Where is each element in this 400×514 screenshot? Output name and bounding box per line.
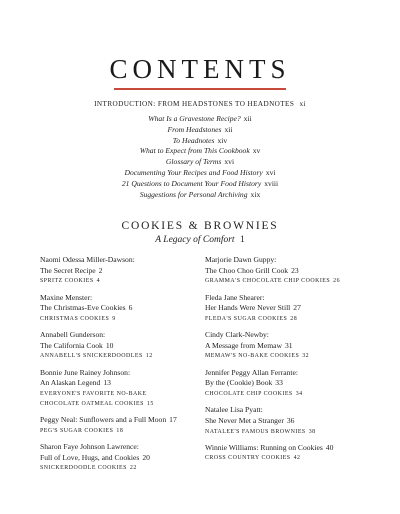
entry-title-line [40, 255, 190, 266]
entry-title-line [40, 330, 190, 341]
entry-recipe-text: ANNABELL'S SNICKERDOODLES [40, 353, 143, 360]
entry-title-text: Naomi Odessa Miller-Dawson: [40, 255, 135, 264]
intro-list [0, 114, 400, 200]
entry-recipe-text: CHOCOLATE OATMEAL COOKIES [40, 400, 144, 407]
entry-title-line [40, 368, 190, 379]
toc-entry [205, 255, 365, 286]
entry-recipe-page: 32 [302, 353, 310, 360]
entry-page-number: 6 [128, 303, 133, 313]
intro-heading-page: xi [299, 100, 306, 108]
intro-item [0, 157, 400, 168]
entry-recipe-text: PEG'S SUGAR COOKIES [40, 427, 114, 434]
entry-title-line [205, 416, 365, 427]
entry-recipe-text: CHRISTMAS COOKIES [40, 315, 110, 322]
intro-item [0, 190, 400, 201]
entry-recipe-text: NATALEE'S FAMOUS BROWNIES [205, 428, 306, 435]
section-title: COOKIES & BROWNIES [121, 220, 279, 232]
section-subtitle-page: 1 [239, 235, 245, 245]
entry-recipe-page: 15 [146, 400, 154, 407]
entry-recipe-line [40, 276, 190, 286]
entry-page-number: 36 [286, 415, 295, 425]
section-subtitle-text: A Legacy of Comfort [155, 235, 235, 245]
entry-recipe-page: 38 [308, 428, 316, 435]
intro-item-page: xviii [264, 178, 279, 188]
entry-recipe-text: SNICKERDOODLE COOKIES [40, 465, 127, 472]
entry-recipe-page: 42 [293, 455, 301, 462]
entry-recipe-text: GRAMMA'S CHOCOLATE CHIP COOKIES [205, 278, 331, 285]
entry-title-text: Marjorie Dawn Guppy: [205, 255, 277, 264]
entry-page-number: 13 [103, 378, 111, 388]
entry-title-line [205, 293, 365, 304]
entry-recipe-text: MEMAW'S NO-BAKE COOKIES [205, 353, 300, 360]
entry-recipe-text: FLEDA'S SUGAR COOKIES [205, 315, 288, 322]
entry-title-line [40, 378, 190, 389]
entry-recipe-page: 12 [145, 353, 153, 360]
intro-item-page: xv [252, 146, 261, 156]
page-title: CONTENTS [109, 54, 291, 84]
title-divider [114, 88, 286, 90]
intro-item [0, 179, 400, 190]
entry-page-number: 27 [293, 303, 301, 313]
toc-entry [205, 368, 365, 399]
entry-title-text: Natalee Lisa Pyatt: [205, 405, 263, 415]
entry-recipe-text: SPRITZ COOKIES [40, 278, 94, 285]
entry-title-line [40, 303, 190, 314]
entry-title-line [40, 341, 190, 352]
entry-title-text: An Alaskan Legend [40, 378, 101, 388]
entry-recipe-line [205, 314, 365, 324]
entry-title-line [205, 303, 365, 314]
intro-item [0, 114, 400, 125]
entry-title-text: The Choo Choo Grill Cook [205, 265, 289, 275]
entry-title-text: Bonnie June Rainey Johnson: [40, 367, 131, 377]
entry-recipe-page: 9 [112, 315, 116, 322]
entry-title-line [205, 368, 365, 379]
entry-recipe-page: 34 [295, 390, 303, 397]
toc-entry [40, 293, 190, 324]
intro-item-page: xii [243, 114, 252, 123]
entry-recipe-line [205, 351, 365, 361]
intro-item-page: xvi [224, 157, 235, 167]
entry-title-line [40, 453, 190, 464]
entry-recipe-line [40, 463, 190, 473]
entry-title-text: The Secret Recipe [40, 265, 96, 275]
entry-recipe-text: CROSS COUNTRY COOKIES [205, 455, 291, 462]
section-subtitle [0, 235, 400, 245]
toc-entry [40, 255, 190, 286]
entry-title-text: Fleda Jane Shearer: [205, 292, 265, 302]
entry-title-text: She Never Met a Stranger [205, 415, 284, 425]
intro-item-label: To Headnotes [172, 135, 215, 145]
entry-recipe-line [40, 389, 190, 399]
toc-entry [40, 368, 190, 409]
entry-title-text: Winnie Williams: Running on Cookies [205, 442, 323, 452]
entry-title-text: The Christmas-Eve Cookies [40, 303, 126, 313]
entry-title-text: Maxine Menster: [40, 292, 93, 302]
entry-title-line [205, 255, 365, 266]
toc-entry [205, 293, 365, 324]
entry-page-number: 31 [284, 340, 293, 350]
entry-title-line [205, 341, 365, 352]
intro-item-page: xix [250, 189, 261, 199]
entry-recipe-page: 4 [96, 278, 101, 285]
intro-item-label: What Is a Gravestone Recipe? [148, 114, 241, 123]
entry-page-number: 17 [169, 415, 177, 425]
entry-title-line [205, 266, 365, 277]
intro-item-label: Suggestions for Personal Archiving [139, 189, 248, 199]
toc-entry [40, 330, 190, 361]
intro-item-label: From Headstones [167, 124, 222, 134]
entry-recipe-line [205, 453, 365, 463]
entry-recipe-page: 26 [333, 278, 341, 285]
intro-item [0, 136, 400, 147]
entry-title-text: Annabell Gunderson: [40, 330, 106, 340]
entry-title-text: Her Hands Were Never Still [205, 303, 291, 313]
entry-title-line [205, 378, 365, 389]
intro-heading-text: INTRODUCTION: FROM HEADSTONES TO HEADNOTES [94, 100, 295, 108]
intro-item-label: 21 Questions to Document Your Food History [121, 178, 262, 188]
entry-title-line [40, 293, 190, 304]
intro-item [0, 146, 400, 157]
entry-recipe-line [205, 276, 365, 286]
intro-item-label: What to Expect from This Cookbook [139, 146, 250, 156]
entry-page-number: 23 [291, 265, 299, 275]
toc-column-left [40, 255, 190, 480]
entry-title-text: A Message from Memaw [205, 340, 282, 350]
entry-title-line [40, 442, 190, 453]
intro-heading [0, 100, 400, 108]
entry-recipe-line [205, 389, 365, 399]
toc-entry [205, 443, 365, 464]
toc-column-right [205, 255, 365, 470]
entry-recipe-line [40, 314, 190, 324]
entry-recipe-page: 28 [290, 315, 298, 322]
entry-recipe-line [40, 351, 190, 361]
entry-page-number: 33 [275, 378, 283, 388]
intro-item-page: xiv [217, 135, 228, 145]
entry-recipe-line [40, 426, 190, 436]
intro-item-label: Documenting Your Recipes and Food History [124, 167, 263, 177]
entry-title-line [40, 266, 190, 277]
entry-recipe-page: 22 [129, 465, 137, 472]
toc-entry [40, 415, 190, 436]
entry-title-line [205, 443, 365, 454]
entry-recipe-line [205, 427, 365, 437]
entry-title-text: Cindy Clark-Newby: [205, 330, 269, 340]
entry-title-text: Full of Love, Hugs, and Cookies [40, 452, 140, 462]
entry-title-text: The California Cook [40, 340, 103, 350]
intro-item-page: xii [224, 124, 233, 134]
entry-title-text: By the (Cookie) Book [205, 378, 273, 388]
entry-title-text: Peggy Neal: Sunflowers and a Full Moon [40, 415, 167, 425]
toc-entry [205, 405, 365, 436]
entry-recipe-page: 18 [116, 427, 124, 434]
intro-item-label: Glossary of Terms [165, 157, 222, 167]
entry-title-line [205, 405, 365, 416]
entry-page-number: 20 [142, 452, 150, 462]
entry-recipe-text: CHOCOLATE CHIP COOKIES [205, 390, 293, 397]
entry-page-number: 40 [325, 442, 334, 452]
entry-title-text: Jennifer Peggy Allan Ferrante: [205, 367, 298, 377]
intro-item-page: xvi [265, 167, 276, 177]
entry-page-number: 2 [98, 265, 103, 275]
intro-item [0, 125, 400, 136]
entry-title-line [40, 415, 190, 426]
entry-title-line [205, 330, 365, 341]
toc-entry [40, 442, 190, 473]
intro-item [0, 168, 400, 179]
entry-recipe-text: EVERYONE'S FAVORITE NO-BAKE [40, 390, 147, 397]
entry-title-text: Sharon Faye Johnson Lawrence: [40, 442, 139, 452]
entry-recipe-line [40, 399, 190, 409]
toc-entry [205, 330, 365, 361]
entry-page-number: 10 [105, 340, 114, 350]
